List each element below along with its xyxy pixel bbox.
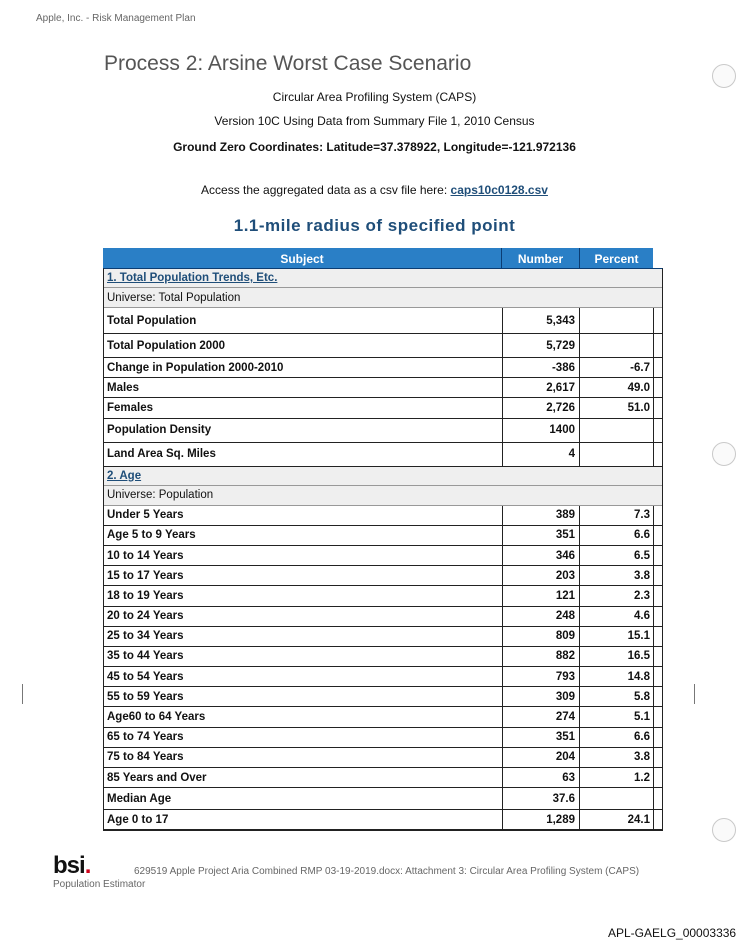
cell-number-value: -386 bbox=[551, 361, 575, 374]
cell-number bbox=[502, 398, 578, 417]
cell-percent bbox=[579, 768, 653, 787]
cell-percent-value: 49.0 bbox=[627, 381, 650, 394]
cell-number bbox=[502, 627, 578, 646]
cell-extra bbox=[653, 667, 663, 686]
cell-percent-value: 14.8 bbox=[627, 670, 650, 683]
cell-number bbox=[502, 788, 578, 809]
cell-number bbox=[502, 526, 578, 545]
cell-percent-value: 5.8 bbox=[634, 690, 650, 703]
cell-number-value: 2,617 bbox=[546, 381, 575, 394]
cell-subject: Females bbox=[107, 401, 154, 414]
table-row bbox=[104, 526, 662, 546]
cell-extra bbox=[653, 334, 663, 357]
cell-number bbox=[502, 566, 578, 585]
cell-percent-value: 2.3 bbox=[634, 589, 650, 602]
cell-number-value: 309 bbox=[555, 690, 575, 703]
cell-percent-value: 6.5 bbox=[634, 549, 650, 562]
table-row bbox=[104, 308, 662, 334]
cell-extra bbox=[653, 728, 663, 747]
cell-extra bbox=[653, 707, 663, 726]
cell-number bbox=[502, 308, 578, 333]
version-line: Version 10C Using Data from Summary File 1, 2010 Census bbox=[214, 114, 535, 128]
cell-percent bbox=[579, 308, 653, 333]
cell-subject: 55 to 59 Years bbox=[107, 690, 184, 703]
cell-percent-value: -6.7 bbox=[630, 361, 650, 374]
cell-subject: 2. Age bbox=[107, 469, 142, 482]
cell-subject: Under 5 Years bbox=[107, 509, 184, 522]
table-row bbox=[104, 768, 662, 788]
cell-extra bbox=[653, 526, 663, 545]
cell-percent bbox=[579, 419, 653, 442]
cell-extra bbox=[653, 627, 663, 646]
cell-extra bbox=[653, 566, 663, 585]
cell-extra bbox=[653, 607, 663, 626]
cell-subject: 20 to 24 Years bbox=[107, 610, 184, 623]
table-body bbox=[103, 268, 663, 831]
punch-hole-middle bbox=[712, 442, 736, 466]
csv-access-text: Access the aggregated data as a csv file here: bbox=[201, 183, 451, 197]
cell-number bbox=[502, 810, 578, 829]
cell-number-value: 248 bbox=[555, 610, 575, 623]
cell-number bbox=[502, 546, 578, 565]
table-row bbox=[104, 810, 662, 830]
cell-extra bbox=[653, 788, 663, 809]
section-row bbox=[104, 269, 662, 288]
cell-number-value: 346 bbox=[555, 549, 575, 562]
cell-number-value: 5,343 bbox=[546, 314, 575, 327]
cell-number-value: 389 bbox=[555, 509, 575, 522]
cell-subject: Age60 to 64 Years bbox=[107, 711, 206, 724]
cell-percent-value: 51.0 bbox=[627, 401, 650, 414]
cell-percent bbox=[579, 788, 653, 809]
table-header-row bbox=[103, 248, 653, 268]
cell-extra bbox=[653, 398, 663, 417]
cell-percent bbox=[579, 506, 653, 525]
bsi-logo-dot: . bbox=[84, 852, 91, 879]
cell-number-value: 793 bbox=[555, 670, 575, 683]
cell-subject: 75 to 84 Years bbox=[107, 751, 184, 764]
cell-number-value: 204 bbox=[555, 751, 575, 764]
cell-number-value: 882 bbox=[555, 650, 575, 663]
cell-number bbox=[502, 358, 578, 377]
cell-number bbox=[502, 607, 578, 626]
cell-number bbox=[502, 728, 578, 747]
cell-subject: 10 to 14 Years bbox=[107, 549, 184, 562]
cell-percent-value: 3.8 bbox=[634, 751, 650, 764]
margin-mark-left bbox=[22, 684, 23, 704]
cell-percent bbox=[579, 443, 653, 466]
table-row bbox=[104, 748, 662, 768]
cell-subject: Land Area Sq. Miles bbox=[107, 448, 216, 461]
cell-extra bbox=[653, 748, 663, 767]
ground-zero-coordinates: Ground Zero Coordinates: Latitude=37.378922, Longitude=-121.972136 bbox=[173, 140, 576, 154]
universe-row bbox=[104, 486, 662, 506]
bates-number: APL-GAELG_00003336 bbox=[608, 926, 737, 940]
cell-percent bbox=[579, 707, 653, 726]
table-row bbox=[104, 358, 662, 378]
cell-percent-value: 5.1 bbox=[634, 711, 650, 724]
table-row bbox=[104, 419, 662, 443]
product-name: Population Estimator bbox=[53, 879, 146, 890]
table-row bbox=[104, 788, 662, 810]
table-row bbox=[104, 566, 662, 586]
cell-percent bbox=[579, 687, 653, 706]
cell-percent-value: 4.6 bbox=[634, 610, 650, 623]
cell-number bbox=[502, 378, 578, 397]
cell-percent bbox=[579, 334, 653, 357]
bsi-logo bbox=[53, 852, 90, 880]
cell-percent-value: 3.8 bbox=[634, 569, 650, 582]
cell-percent bbox=[579, 748, 653, 767]
table-row bbox=[104, 378, 662, 398]
cell-subject: Age 0 to 17 bbox=[107, 813, 169, 826]
cell-percent bbox=[579, 627, 653, 646]
cell-percent bbox=[579, 607, 653, 626]
cell-percent bbox=[579, 728, 653, 747]
cell-extra bbox=[653, 586, 663, 605]
cell-number bbox=[502, 506, 578, 525]
cell-number-value: 63 bbox=[562, 771, 575, 784]
cell-subject: Males bbox=[107, 381, 139, 394]
margin-mark-right bbox=[694, 684, 695, 704]
cell-number bbox=[502, 667, 578, 686]
table-row bbox=[104, 687, 662, 707]
csv-access-line bbox=[0, 183, 749, 197]
table-row bbox=[104, 728, 662, 748]
cell-percent bbox=[579, 810, 653, 829]
section-row bbox=[104, 467, 662, 486]
bsi-logo-text: bsi bbox=[53, 852, 85, 879]
header-number: Number bbox=[502, 248, 580, 268]
cell-subject: Population Density bbox=[107, 424, 212, 437]
table-row bbox=[104, 627, 662, 647]
cell-number bbox=[502, 748, 578, 767]
table-row bbox=[104, 334, 662, 358]
header-percent: Percent bbox=[594, 252, 639, 266]
cell-number-value: 274 bbox=[555, 711, 575, 724]
table-row bbox=[104, 398, 662, 418]
cell-number-value: 5,729 bbox=[546, 339, 575, 352]
cell-subject: Universe: Population bbox=[107, 489, 214, 502]
universe-row bbox=[104, 288, 662, 308]
cell-extra bbox=[653, 687, 663, 706]
cell-extra bbox=[653, 810, 663, 829]
table-row bbox=[104, 707, 662, 727]
cell-subject: Total Population 2000 bbox=[107, 339, 225, 352]
cell-number bbox=[502, 586, 578, 605]
cell-number-value: 1400 bbox=[549, 424, 575, 437]
cell-percent-value: 16.5 bbox=[627, 650, 650, 663]
table-row bbox=[104, 667, 662, 687]
radius-heading: 1.1-mile radius of specified point bbox=[233, 216, 516, 235]
cell-percent bbox=[579, 526, 653, 545]
cell-number-value: 809 bbox=[555, 630, 575, 643]
cell-percent-value: 6.6 bbox=[634, 731, 650, 744]
cell-extra bbox=[653, 647, 663, 666]
cell-subject: Universe: Total Population bbox=[107, 291, 241, 304]
cell-percent bbox=[579, 378, 653, 397]
cell-percent-value: 6.6 bbox=[634, 529, 650, 542]
cell-percent bbox=[579, 647, 653, 666]
cell-number-value: 2,726 bbox=[546, 401, 575, 414]
cell-number bbox=[502, 419, 578, 442]
footer-document-reference: 629519 Apple Project Aria Combined RMP 03-19-2019.docx: Attachment 3: Circular Area Profiling System (CAPS) bbox=[134, 866, 640, 877]
caps-system-title: Circular Area Profiling System (CAPS) bbox=[272, 90, 477, 104]
cell-subject: 25 to 34 Years bbox=[107, 630, 184, 643]
cell-number-value: 203 bbox=[555, 569, 575, 582]
cell-number bbox=[502, 647, 578, 666]
table-row bbox=[104, 506, 662, 526]
punch-hole-bottom bbox=[712, 818, 736, 842]
cell-extra bbox=[653, 378, 663, 397]
table-row bbox=[104, 443, 662, 467]
cell-subject: Median Age bbox=[107, 792, 172, 805]
cell-subject: 65 to 74 Years bbox=[107, 731, 184, 744]
cell-extra bbox=[653, 506, 663, 525]
cell-number bbox=[502, 334, 578, 357]
cell-number bbox=[502, 768, 578, 787]
cell-percent bbox=[579, 398, 653, 417]
cell-number-value: 4 bbox=[568, 448, 575, 461]
cell-subject: 85 Years and Over bbox=[107, 771, 207, 784]
cell-percent bbox=[579, 566, 653, 585]
cell-extra bbox=[653, 308, 663, 333]
header-subject: Subject bbox=[103, 248, 502, 268]
cell-number-value: 1,289 bbox=[546, 813, 575, 826]
process-title: Process 2: Arsine Worst Case Scenario bbox=[104, 52, 472, 75]
cell-number bbox=[502, 443, 578, 466]
cell-extra bbox=[653, 443, 663, 466]
cell-subject: Total Population bbox=[107, 314, 197, 327]
cell-subject: Age 5 to 9 Years bbox=[107, 529, 196, 542]
table-row bbox=[104, 647, 662, 667]
cell-number-value: 351 bbox=[555, 731, 575, 744]
punch-hole-top bbox=[712, 64, 736, 88]
cell-percent-value: 7.3 bbox=[634, 509, 650, 522]
cell-subject: 18 to 19 Years bbox=[107, 589, 184, 602]
cell-percent bbox=[579, 667, 653, 686]
cell-extra bbox=[653, 768, 663, 787]
csv-download-link[interactable]: caps10c0128.csv bbox=[450, 183, 548, 197]
document-header-label: Apple, Inc. - Risk Management Plan bbox=[36, 13, 196, 24]
table-row bbox=[104, 546, 662, 566]
cell-number bbox=[502, 707, 578, 726]
cell-percent-value: 15.1 bbox=[627, 630, 650, 643]
cell-extra bbox=[653, 419, 663, 442]
cell-percent bbox=[579, 546, 653, 565]
cell-number-value: 121 bbox=[555, 589, 575, 602]
cell-subject: 35 to 44 Years bbox=[107, 650, 184, 663]
cell-percent bbox=[579, 358, 653, 377]
cell-subject: 15 to 17 Years bbox=[107, 569, 184, 582]
cell-number-value: 37.6 bbox=[552, 792, 575, 805]
cell-extra bbox=[653, 358, 663, 377]
cell-subject: 45 to 54 Years bbox=[107, 670, 184, 683]
cell-extra bbox=[653, 546, 663, 565]
cell-subject: 1. Total Population Trends, Etc. bbox=[107, 272, 278, 284]
cell-percent bbox=[579, 586, 653, 605]
cell-subject: Change in Population 2000-2010 bbox=[107, 361, 284, 374]
table-row bbox=[104, 607, 662, 627]
cell-number bbox=[502, 687, 578, 706]
cell-percent-value: 1.2 bbox=[634, 771, 650, 784]
cell-number-value: 351 bbox=[555, 529, 575, 542]
cell-percent-value: 24.1 bbox=[627, 813, 650, 826]
table-row bbox=[104, 586, 662, 606]
